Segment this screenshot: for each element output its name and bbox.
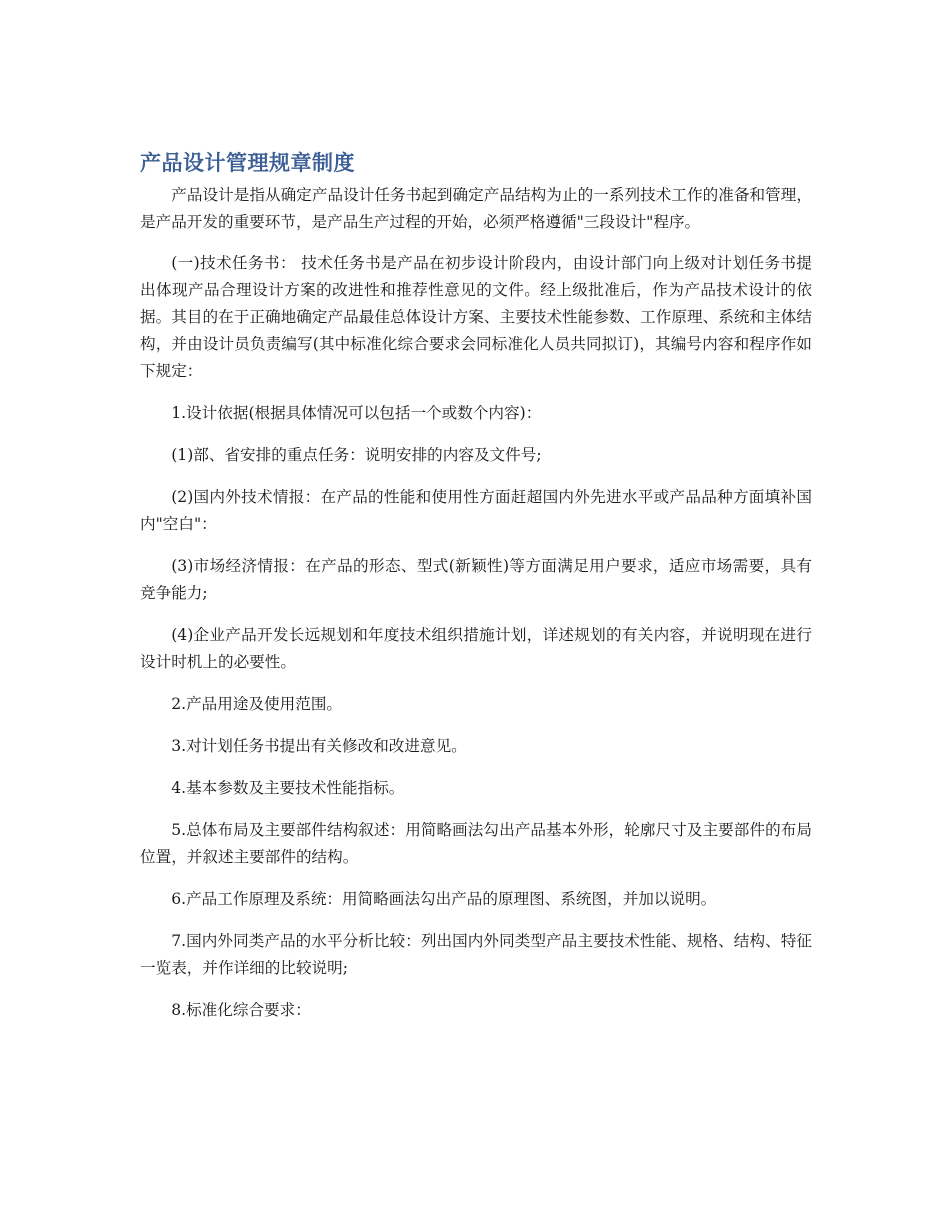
document-page (140, 148, 812, 1039)
document-title: 产品设计管理规章制度 (140, 151, 355, 175)
paragraph-subitem-2: (2)国内外技术情报：在产品的性能和使用性方面赶超国内外先进水平或产品品种方面填补国内"空白"： (140, 488, 812, 533)
paragraph-subitem-3: (3)市场经济情报：在产品的形态、型式(新颖性)等方面满足用户要求，适应市场需要，具有竞争能力; (140, 557, 812, 602)
paragraph-item-3: 3.对计划任务书提出有关修改和改进意见。 (171, 737, 467, 755)
paragraph-subitem-4: (4)企业产品开发长远规划和年度技术组织措施计划，详述规划的有关内容，并说明现在进行设计时机上的必要性。 (140, 626, 812, 671)
paragraph-subitem-1: (1)部、省安排的重点任务：说明安排的内容及文件号; (171, 446, 542, 464)
paragraph-technical-task-book: (一)技术任务书： 技术任务书是产品在初步设计阶段内，由设计部门向上级对计划任务书提出体现产品合理设计方案的改进性和推荐性意见的文件。经上级批准后，作为产品技术设计的依据。其目的在于正确地确定产品最佳总体设计方案、主要技术性能参数、工作原理、系统和主体结构，并由设计员负责编写(其中标准化综合要求会同标准化人员共同拟订)，其编号内容和程序作如下规定： (140, 254, 812, 380)
paragraph-item-7: 7.国内外同类产品的水平分析比较：列出国内外同类型产品主要技术性能、规格、结构、特征一览表，并作详细的比较说明; (140, 932, 812, 977)
paragraph-item-6: 6.产品工作原理及系统：用简略画法勾出产品的原理图、系统图，并加以说明。 (171, 890, 717, 908)
paragraph-item-8: 8.标准化综合要求： (171, 1001, 311, 1019)
paragraph-intro: 产品设计是指从确定产品设计任务书起到确定产品结构为止的一系列技术工作的准备和管理，是产品开发的重要环节，是产品生产过程的开始，必须严格遵循"三段设计"程序。 (140, 186, 812, 231)
paragraph-item-4: 4.基本参数及主要技术性能指标。 (171, 779, 405, 797)
paragraph-item-2: 2.产品用途及使用范围。 (171, 695, 343, 713)
paragraph-item-5: 5.总体布局及主要部件结构叙述：用简略画法勾出产品基本外形，轮廓尺寸及主要部件的布局位置，并叙述主要部件的结构。 (140, 821, 812, 866)
paragraph-item-1: 1.设计依据(根据具体情况可以包括一个或数个内容)： (171, 404, 542, 422)
